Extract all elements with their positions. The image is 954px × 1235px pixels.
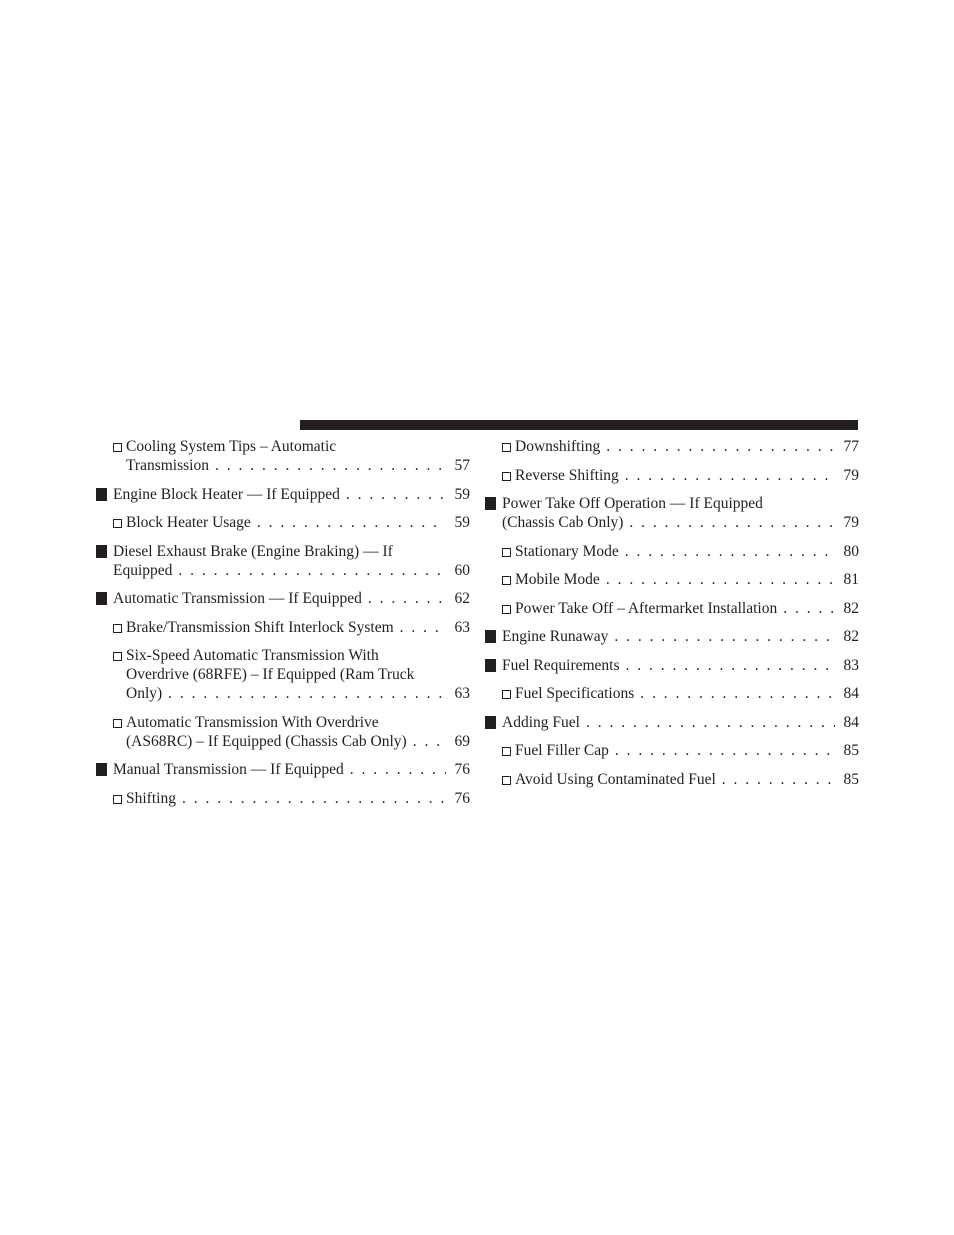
toc-entry-line: Cooling System Tips – Automatic [126,438,337,455]
toc-entry-title: (AS68RC) – If Equipped (Chassis Cab Only) [126,732,407,750]
hollow-square-bullet-icon [502,466,511,486]
toc-entry-downshifting[interactable] [485,437,859,456]
toc-entry-diesel-exhaust-brake[interactable] [96,542,470,580]
dot-leader [629,513,835,532]
dot-leader [606,570,835,589]
page-number: 80 [843,542,859,560]
filled-square-bullet-icon [96,760,107,781]
hollow-square-bullet-icon [113,437,122,457]
filled-square-bullet-icon [96,485,107,506]
dot-leader [178,561,446,580]
page-number: 79 [843,514,859,531]
toc-entry-title: Downshifting [515,438,601,455]
toc-entry-adding-fuel[interactable] [485,713,859,732]
hollow-square-bullet-icon [502,570,511,590]
filled-square-bullet-icon [485,627,496,648]
dot-leader [413,732,446,751]
toc-entry-title: Automatic Transmission — If Equipped [113,590,362,607]
toc-entry-stationary-mode[interactable] [485,542,859,561]
dot-leader [625,542,835,561]
toc-entry-title: Transmission [126,457,209,474]
toc-entry-title: Reverse Shifting [515,466,619,484]
page-number: 79 [843,466,859,484]
dot-leader [350,760,446,779]
page-number: 63 [454,685,470,702]
toc-entry-title: Only) [126,685,163,702]
toc-entry-line: Diesel Exhaust Brake (Engine Braking) — If [113,542,393,560]
page-number: 57 [454,457,470,474]
page-number: 63 [454,618,470,636]
page-number: 85 [843,742,859,759]
toc-entry-line: Six-Speed Automatic Transmission With [126,647,379,664]
toc-entry-six-speed-automatic[interactable] [96,646,470,703]
dot-leader [368,589,446,608]
toc-entry-title: Power Take Off – Aftermarket Installation [515,599,778,617]
hollow-square-bullet-icon [502,542,511,562]
toc-entry-as68rc-transmission[interactable] [96,713,470,751]
hollow-square-bullet-icon [502,599,511,619]
filled-square-bullet-icon [96,542,107,563]
header-rule [300,420,858,430]
filled-square-bullet-icon [485,656,496,677]
hollow-square-bullet-icon [502,437,511,457]
toc-entry-engine-block-heater[interactable] [96,485,470,504]
dot-leader [215,456,446,475]
dot-leader [257,513,446,532]
filled-square-bullet-icon [485,494,496,515]
toc-entry-line: Power Take Off Operation — If Equipped [502,495,763,512]
toc-entry-line: Automatic Transmission With Overdrive [126,713,379,731]
toc-entry-block-heater-usage[interactable] [96,513,470,532]
toc-entry-shift-interlock[interactable] [96,618,470,637]
toc-entry-cooling-system-tips[interactable] [96,437,470,475]
toc-entry-title: Manual Transmission — If Equipped [113,761,344,778]
dot-leader [400,618,446,637]
page-number: 85 [843,770,859,788]
toc-entry-title: Avoid Using Contaminated Fuel [515,770,716,788]
page-number: 81 [843,571,859,588]
toc-right-column [485,437,859,798]
dot-leader [783,599,835,618]
toc-entry-title: Engine Runaway [502,628,609,645]
toc-entry-title: Fuel Filler Cap [515,742,609,759]
page-number: 59 [454,514,470,531]
hollow-square-bullet-icon [502,684,511,704]
toc-entry-shifting[interactable] [96,789,470,808]
toc-entry-title: Fuel Specifications [515,685,635,702]
page-number: 84 [843,713,859,731]
toc-entry-automatic-transmission[interactable] [96,589,470,608]
page-number: 82 [843,599,859,617]
dot-leader [722,770,835,789]
toc-entry-manual-transmission[interactable] [96,760,470,779]
dot-leader [586,713,835,732]
dot-leader [606,437,835,456]
hollow-square-bullet-icon [113,789,122,809]
toc-entry-mobile-mode[interactable] [485,570,859,589]
page-number: 69 [454,732,470,750]
filled-square-bullet-icon [485,713,496,734]
dot-leader [625,466,835,485]
toc-entry-title: (Chassis Cab Only) [502,514,624,531]
hollow-square-bullet-icon [113,646,122,666]
toc-entry-title: Engine Block Heater — If Equipped [113,485,340,503]
page-number: 76 [454,789,470,807]
hollow-square-bullet-icon [502,741,511,761]
toc-entry-contaminated-fuel[interactable] [485,770,859,789]
dot-leader [640,684,835,703]
toc-entry-title: Adding Fuel [502,713,580,731]
page-number: 62 [454,590,470,607]
toc-entry-pto-aftermarket[interactable] [485,599,859,618]
dot-leader [626,656,835,675]
toc-entry-title: Fuel Requirements [502,656,620,674]
toc-entry-title: Block Heater Usage [126,514,251,531]
toc-entry-fuel-specifications[interactable] [485,684,859,703]
toc-entry-reverse-shifting[interactable] [485,466,859,485]
dot-leader [614,627,835,646]
toc-entry-title: Mobile Mode [515,571,600,588]
page-number: 84 [843,685,859,702]
page-number: 60 [454,561,470,579]
page-number: 59 [454,485,470,503]
toc-entry-line: Overdrive (68RFE) – If Equipped (Ram Truck [126,666,415,683]
toc-entry-power-take-off-operation[interactable] [485,494,859,532]
toc-entry-title: Shifting [126,789,176,807]
page-number: 83 [843,656,859,674]
toc-entry-title: Stationary Mode [515,542,619,560]
dot-leader [168,684,446,703]
hollow-square-bullet-icon [113,713,122,733]
dot-leader [182,789,446,808]
toc-entry-title: Equipped [113,561,173,579]
page-number: 77 [843,438,859,455]
hollow-square-bullet-icon [113,513,122,533]
dot-leader [615,741,835,760]
page-number: 76 [454,761,470,778]
hollow-square-bullet-icon [502,770,511,790]
toc-left-column [96,437,470,817]
hollow-square-bullet-icon [113,618,122,638]
dot-leader [346,485,446,504]
toc-entry-fuel-filler-cap[interactable] [485,741,859,760]
page-number: 82 [843,628,859,645]
filled-square-bullet-icon [96,589,107,610]
toc-entry-fuel-requirements[interactable] [485,656,859,675]
toc-entry-engine-runaway[interactable] [485,627,859,646]
toc-entry-title: Brake/Transmission Shift Interlock System [126,618,394,636]
